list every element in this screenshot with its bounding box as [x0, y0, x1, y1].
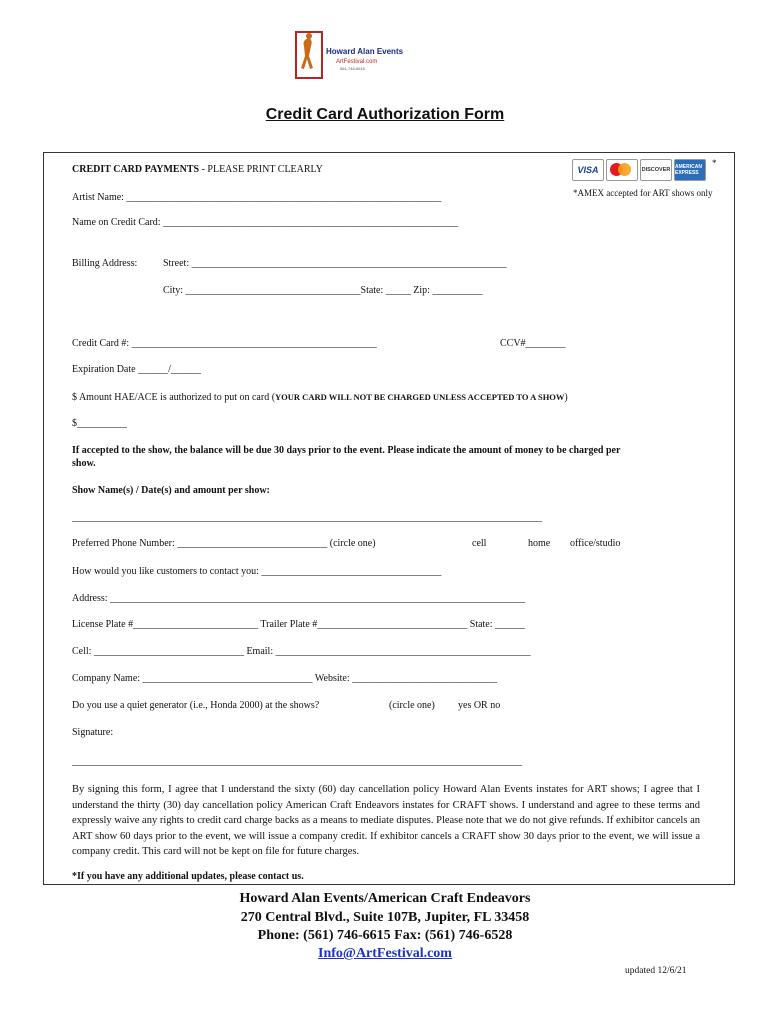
expiration-date-field[interactable]: Expiration Date ______/______	[72, 364, 201, 375]
show-names-line[interactable]: ______________________________________________________________________________________________	[72, 512, 542, 523]
amount-text: $ Amount HAE/ACE is authorized to put on card (	[72, 392, 276, 403]
not-charged-notice: YOUR CARD WILL NOT BE CHARGED UNLESS ACCEPTED TO A SHOW	[275, 392, 565, 402]
discover-icon: DISCOVER	[640, 159, 672, 181]
amex-note: *AMEX accepted for ART shows only	[573, 188, 713, 198]
amex-star: *	[712, 158, 717, 168]
balance-notice-line1: If accepted to the show, the balance will be due 30 days prior to the event. Please indicate the amount of money to be charged per	[72, 445, 621, 456]
footer-company: Howard Alan Events/American Craft Endeavors	[239, 891, 531, 906]
address-field[interactable]: Address: ___________________________________________________________________________________	[72, 593, 526, 604]
show-names-label: Show Name(s) / Date(s) and amount per show:	[72, 485, 270, 496]
balance-notice-line2: show.	[72, 458, 96, 469]
footer-email-row	[0, 946, 770, 962]
agreement-paragraph: By signing this form, I agree that I understand the sixty (60) day cancellation policy Howard Alan Events instates for ART shows; I agree that I understand the thirty (30) day cancellation policy American Craft Endeavors instates for CRAFT shows. I understand and agree to these terms and expressly waive any rights to credit card charge backs as a means to mediate disputes. Please note that we do not give refunds. If exhibitor cancels an ART show 60 days prior to the event, we will issue a company credit. If exhibitor cancels a CRAFT show 30 days prior to the event, we will issue a company credit. This card will not be kept on file for future charges.	[72, 784, 700, 857]
logo-brand: Howard Alan Events	[326, 47, 404, 56]
payments-label: CREDIT CARD PAYMENTS	[72, 164, 200, 175]
updated-date: updated 12/6/21	[625, 966, 687, 976]
license-plate-field[interactable]: License Plate #_________________________ Trailer Plate #______________________________ State: ______	[72, 619, 526, 630]
artist-name-field[interactable]: Artist Name: _______________________________________________________________	[72, 192, 442, 203]
preferred-phone-field[interactable]: Preferred Phone Number: ______________________________ (circle one)	[72, 538, 376, 549]
logo-phone: 561-746-6615	[340, 66, 365, 71]
generator-circle-one: (circle one)	[389, 700, 435, 711]
city-state-zip-field[interactable]: City: ___________________________________State: _____ Zip: __________	[163, 285, 483, 296]
billing-address-label: Billing Address:	[72, 258, 138, 269]
form-title: Credit Card Authorization Form	[265, 106, 505, 123]
ccv-field[interactable]: CCV#________	[500, 338, 566, 349]
updates-notice: *If you have any additional updates, please contact us.	[72, 871, 304, 882]
footer-address: 270 Central Blvd., Suite 107B, Jupiter, FL 33458	[240, 910, 530, 925]
card-logos	[572, 159, 706, 183]
mastercard-icon	[606, 159, 638, 181]
street-field[interactable]: Street: _______________________________________________________________	[163, 258, 507, 269]
cell-email-field[interactable]: Cell: ______________________________ Email: ___________________________________________________	[72, 646, 531, 657]
signature-label: Signature:	[72, 727, 114, 738]
amount-end: )	[564, 392, 568, 403]
email-link[interactable]: Info@ArtFestival.com	[318, 946, 452, 961]
amount-authorized-text	[72, 392, 568, 403]
payments-heading	[72, 164, 323, 175]
howard-alan-logo	[292, 30, 404, 90]
print-clearly-label: - PLEASE PRINT CLEARLY	[199, 164, 323, 175]
generator-options[interactable]: yes OR no	[458, 700, 501, 711]
company-website-field[interactable]: Company Name: __________________________________ Website: _____________________________	[72, 673, 498, 684]
contact-preference-field[interactable]: How would you like customers to contact you: ____________________________________	[72, 566, 442, 577]
generator-question: Do you use a quiet generator (i.e., Honda 2000) at the shows?	[72, 700, 320, 711]
signature-line[interactable]: __________________________________________________________________________________________	[72, 756, 522, 767]
dollar-amount-field[interactable]: $__________	[72, 418, 127, 429]
amex-icon: AMERICAN EXPRESS	[674, 159, 706, 181]
phone-option-home: home	[528, 538, 551, 549]
phone-option-cell: cell	[472, 538, 487, 549]
visa-icon: VISA	[572, 159, 604, 181]
name-on-card-field[interactable]: Name on Credit Card: ___________________________________________________________	[72, 217, 459, 228]
footer-phone-fax: Phone: (561) 746-6615 Fax: (561) 746-6528	[257, 928, 513, 943]
logo-site: ArtFestival.com	[336, 59, 378, 65]
phone-option-office: office/studio	[570, 538, 621, 549]
credit-card-number-field[interactable]: Credit Card #: _________________________________________________	[72, 338, 377, 349]
